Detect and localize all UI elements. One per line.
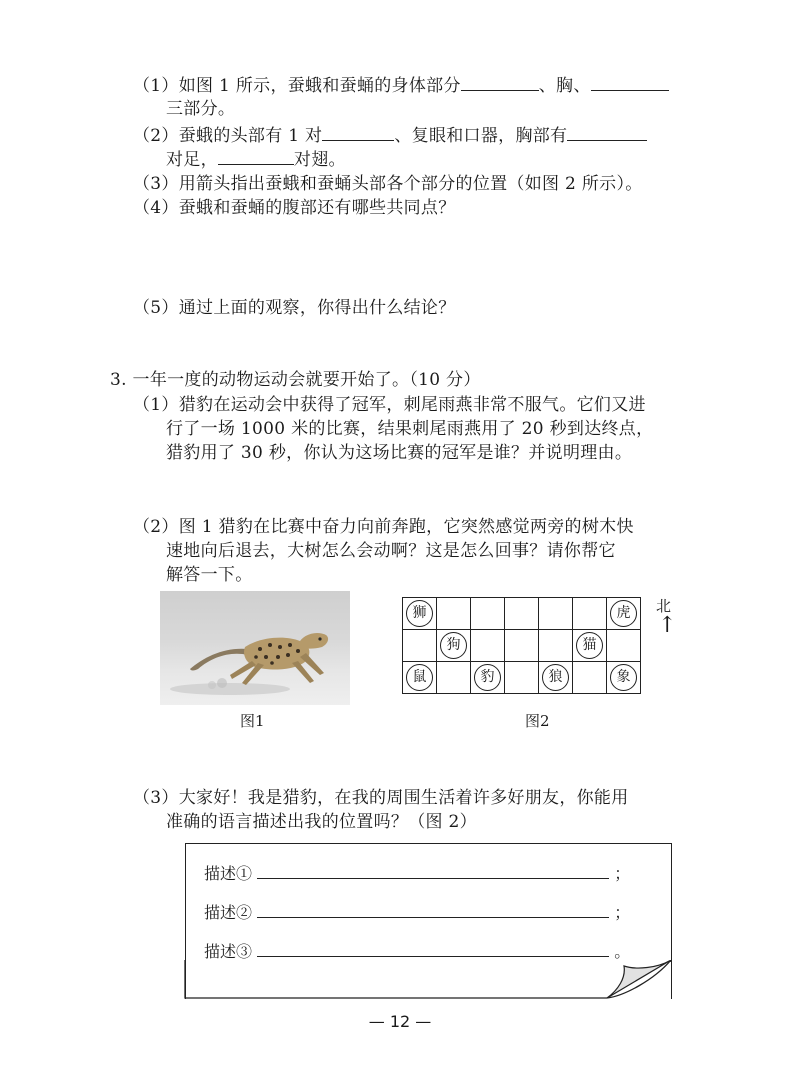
grid-cell — [471, 598, 505, 630]
grid-row — [403, 630, 641, 662]
description-2-blank[interactable] — [257, 902, 609, 918]
q3-part1-line3: 猎豹用了 30 秒，你认为这场比赛的冠军是谁？并说明理由。 — [166, 443, 633, 463]
grid-cell — [539, 598, 573, 630]
q3-part2-line2: 速地向后退去，大树怎么会动啊？这是怎么回事？请你帮它 — [166, 541, 616, 561]
q2-part4: （4）蚕蛾和蚕蛹的腹部还有哪些共同点？ — [133, 198, 456, 218]
grid-cell — [403, 662, 437, 694]
description-row: 描述③ 。 — [204, 942, 631, 961]
answer-blank[interactable] — [322, 124, 394, 141]
q3-part1-line1: （1）猎豹在运动会中获得了冠军，刺尾雨燕非常不服气。它们又进 — [133, 395, 646, 415]
animal-chip-elephant: 象 — [610, 664, 637, 691]
description-row: 描述② ； — [204, 903, 631, 922]
q3-part3-line2: 准确的语言描述出我的位置吗？（图 2） — [166, 812, 477, 832]
north-label: 北 — [656, 597, 672, 615]
q3-part2-line3: 解答一下。 — [166, 565, 253, 585]
figure-2-caption: 图2 — [525, 712, 550, 730]
q3-part2-line1: （2）图 1 猎豹在比赛中奋力向前奔跑，它突然感觉两旁的树木快 — [133, 517, 634, 537]
grid-cell — [437, 630, 471, 662]
curled-corner-decoration — [184, 960, 674, 1000]
animal-chip-tiger: 虎 — [610, 600, 637, 627]
grid-cell — [505, 598, 539, 630]
grid-cell — [437, 598, 471, 630]
grid-cell — [437, 662, 471, 694]
grid-cell — [607, 598, 641, 630]
q3-part3-line1: （3）大家好！我是猎豹，在我的周围生活着许多好朋友，你能用 — [133, 788, 629, 808]
answer-blank[interactable] — [591, 74, 669, 91]
animal-chip-mouse: 鼠 — [406, 664, 433, 691]
q2-part2-line2: 对足， 对翅。 — [166, 150, 346, 170]
animal-chip-dog: 狗 — [440, 632, 467, 659]
animal-chip-leopard: 豹 — [474, 664, 501, 691]
grid-cell — [573, 662, 607, 694]
position-grid — [402, 597, 641, 694]
grid-cell — [539, 662, 573, 694]
description-1-blank[interactable] — [257, 863, 609, 879]
q2-part3: （3）用箭头指出蚕蛾和蚕蛹头部各个部分的位置（如图 2 所示）。 — [133, 174, 643, 194]
grid-row — [403, 662, 641, 694]
north-arrow-icon: ↑ — [658, 613, 677, 638]
answer-blank[interactable] — [461, 74, 539, 91]
answer-blank[interactable] — [218, 148, 294, 165]
animal-chip-lion: 狮 — [406, 600, 433, 627]
q2-part5: （5）通过上面的观察，你得出什么结论？ — [133, 298, 456, 318]
q2-part1-line1: （1）如图 1 所示，蚕蛾和蚕蛹的身体部分 、胸、 — [133, 74, 669, 97]
grid-cell — [505, 662, 539, 694]
grid-cell — [471, 630, 505, 662]
grid-cell — [573, 630, 607, 662]
grid-cell — [573, 598, 607, 630]
figure-1-caption: 图1 — [240, 712, 265, 730]
grid-cell — [607, 662, 641, 694]
description-row: 描述① ； — [204, 864, 631, 883]
grid-cell — [607, 630, 641, 662]
animal-chip-wolf: 狼 — [542, 664, 569, 691]
grid-cell — [471, 662, 505, 694]
q2-part2-line1: （2）蚕蛾的头部有 1 对 、复眼和口器，胸部有 — [133, 124, 647, 147]
cheetah-photo — [160, 591, 350, 705]
grid-cell — [403, 598, 437, 630]
cheetah-illustration — [160, 591, 350, 705]
q3-title: 3. 一年一度的动物运动会就要开始了。（10 分） — [110, 370, 481, 390]
page-number: — 12 — — [368, 1012, 432, 1031]
grid-cell — [505, 630, 539, 662]
grid-cell — [539, 630, 573, 662]
north-indicator — [656, 598, 676, 638]
q3-part1-line2: 行了一场 1000 米的比赛，结果刺尾雨燕用了 20 秒到达终点， — [166, 419, 654, 439]
q2-part1-line2: 三部分。 — [166, 99, 236, 119]
animal-chip-cat: 猫 — [576, 632, 603, 659]
grid-cell — [403, 630, 437, 662]
description-3-blank[interactable] — [257, 941, 609, 957]
grid-row — [403, 598, 641, 630]
answer-blank[interactable] — [567, 124, 647, 141]
